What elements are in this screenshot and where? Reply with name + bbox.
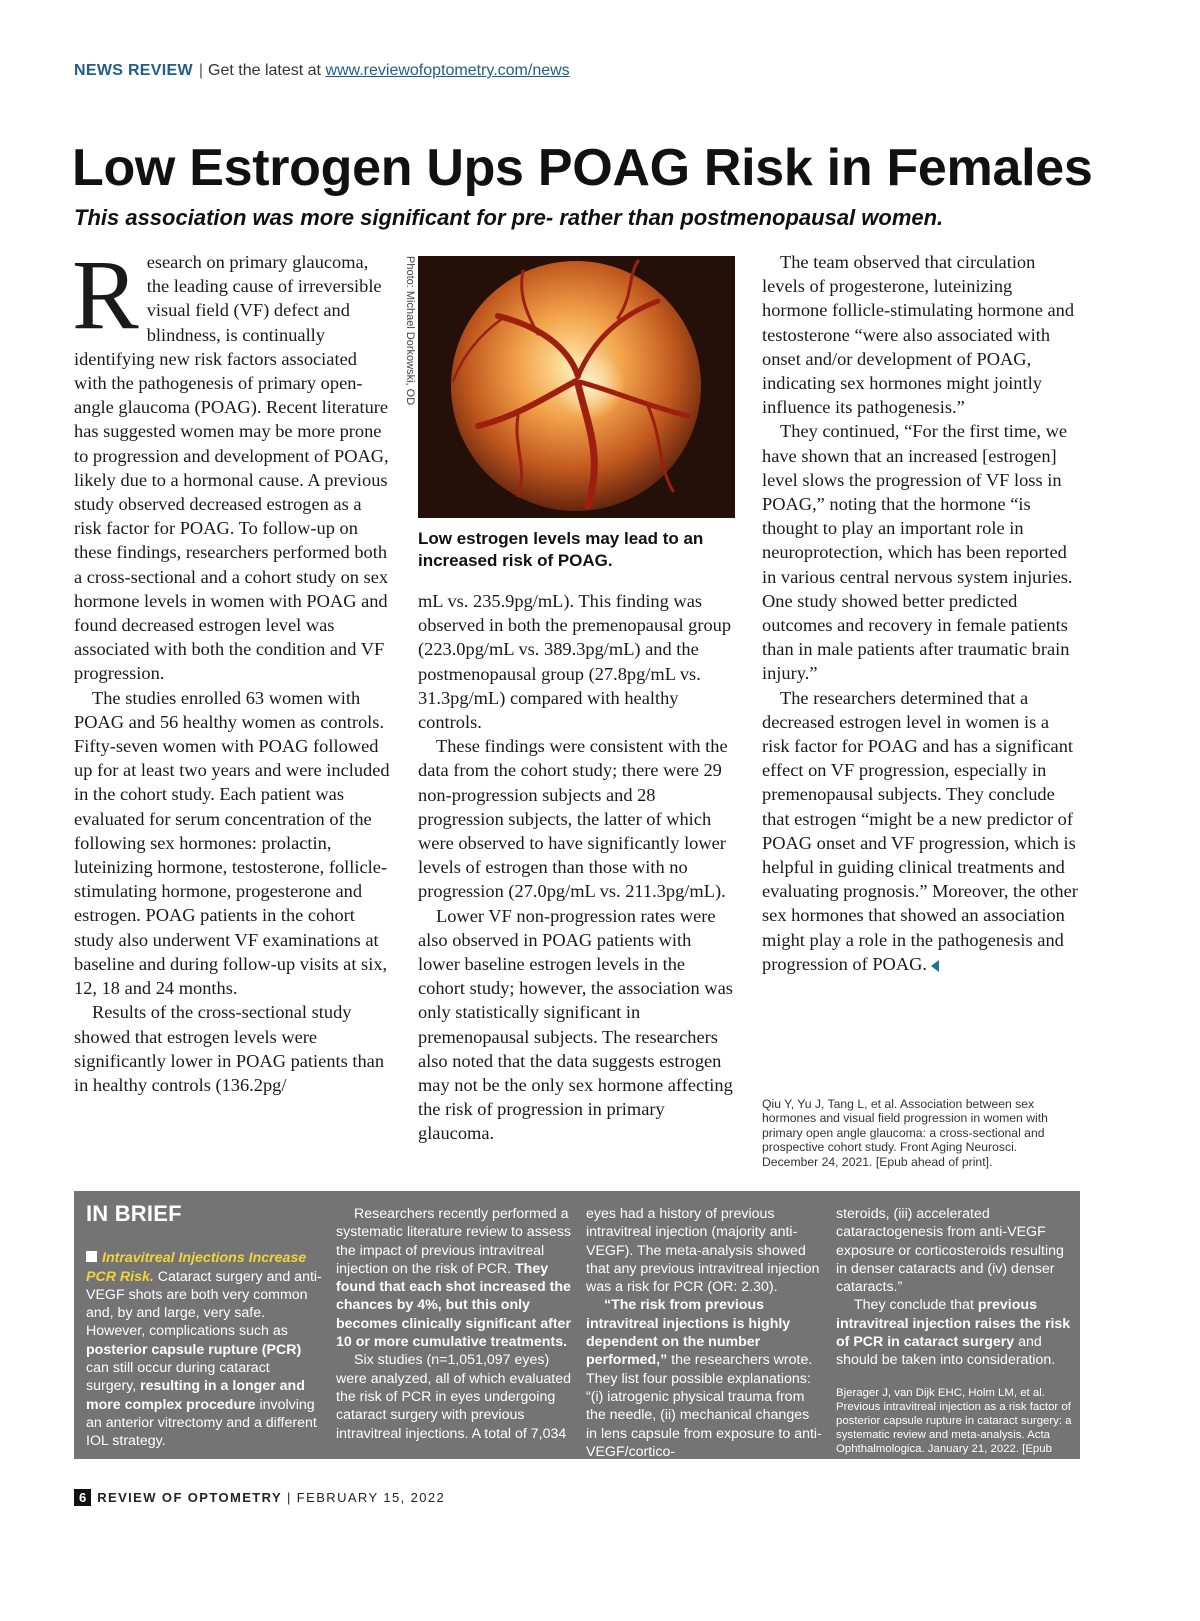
brief-paragraph: Six studies (n=1,051,097 eyes) were analyzed, all of which evaluated the risk of PCR in eyes undergoing cataract surgery with previous intravitreal injections. A total of 7,034 <box>336 1352 572 1442</box>
page-header <box>74 62 570 80</box>
header-separator: | <box>198 62 204 79</box>
paragraph: The researchers determined that a decreased estrogen level in women is a risk factor for POAG and has a significant effect on VF progression, especially in premenopausal subjects. They conclude that estrogen “might be a new predictor of POAG onset and VF progression, which is helpful in guiding clinical treatments and evaluating prognosis.” Moreover, the other sex hormones that showed an association might play a role in the pathogenesis and progression of POAG. <box>762 687 1078 974</box>
page-footer <box>74 1489 445 1506</box>
header-lead-text: Get the latest at <box>208 62 321 79</box>
end-of-article-icon <box>931 960 939 972</box>
brief-paragraph: “The risk from previous intravitreal injections is highly dependent on the number performed,” the researchers wrote. They list four possible explanations: “(i) iatrogenic physical trauma from the needle, (ii) mechanical changes in lens capsule from exposure to anti-VEGF/cortico- <box>586 1297 822 1460</box>
paragraph: Results of the cross-sectional study showed that estrogen levels were significantly lower in POAG patients than in healthy controls (136.2pg/ <box>74 1002 385 1095</box>
bullet-square-icon <box>86 1251 97 1262</box>
brief-column-2 <box>336 1205 572 1443</box>
paragraph: The studies enrolled 63 women with POAG and 56 healthy women as controls. Fifty-seven women with POAG followed up for at least two years and were included in the cohort study. Each patient was evaluated for serum concentration of the following sex hormones: prolactin, luteinizing hormone, testosterone, follicle-stimulating hormone, progesterone and estrogen. POAG patients in the cohort study also underwent VF examinations at baseline and during follow-up visits at six, 12, 18 and 24 months. <box>74 687 390 999</box>
brief-citation: Bjerager J, van Dijk EHC, Holm LM, et al. Previous intravitreal injection as a risk factor of posterior capsule rupture in cataract surgery: a systematic review and meta-analysis. Acta Ophthalmologica. January 21, 2022. [Epub ahead of print]. <box>836 1386 1072 1470</box>
drop-cap: R <box>72 239 139 350</box>
paragraph: Research on primary glaucoma, the leading cause of irreversible visual field (VF) defect and blindness, is continually identifying new risk factors associated with the pathogenesis of primary open-angle glaucoma (POAG). Recent literature has suggested women may be more prone to progression and development of POAG, likely due to a hormonal cause. A previous study observed decreased estrogen as a risk factor for POAG. To follow-up on these findings, researchers performed both a cross-sectional and a cohort study on sex hormone levels in women with POAG and found decreased estrogen level was associated with both the condition and VF progression. <box>72 239 389 684</box>
publication-name: REVIEW OF OPTOMETRY <box>97 1490 283 1505</box>
brief-kicker: Intravitreal Injections Increase PCR Risk. <box>86 1250 307 1285</box>
issue-date: FEBRUARY 15, 2022 <box>296 1490 446 1505</box>
brief-paragraph: They conclude that previous intravitreal injection raises the risk of PCR in cataract surgery and should be taken into consideration. <box>836 1297 1071 1369</box>
in-brief-box <box>74 1191 1080 1470</box>
paragraph: They continued, “For the first time, we have shown that an increased [estrogen] level slows the progression of VF loss in POAG,” noting that the hormone “is thought to play an important role in neuroprotection, which has been reported in various central nervous system injuries. One study showed better predicted outcomes and recovery in female patients than in male patients after traumatic brain injury.” <box>762 421 1073 684</box>
footer-separator: | <box>287 1490 292 1505</box>
article-subtitle: This association was more significant for pre- rather than postmenopausal women. <box>74 205 944 230</box>
brief-paragraph: steroids, (iii) accelerated cataractogenesis from anti-VEGF exposure or corticosteroids resulting in denser cataracts and (iv) denser cataracts.” <box>836 1206 1064 1296</box>
paragraph: The team observed that circulation levels of progesterone, luteinizing hormone follicle-stimulating hormone and testosterone “were also associated with onset and/or development of POAG, indicating sex hormones might jointly influence its pathogenesis.” <box>762 252 1075 418</box>
article-column-1 <box>72 239 390 1097</box>
paragraph: These findings were consistent with the data from the cohort study; there were 29 non-progression subjects and 28 progression subjects, the latter of which were observed to have significantly lower levels of estrogen than those with no progression (27.0pg/mL vs. 211.3pg/mL). <box>418 736 728 902</box>
article-title: Low Estrogen Ups POAG Risk in Females <box>72 139 1093 197</box>
fundus-photo <box>418 256 735 518</box>
article-column-2 <box>418 589 734 1146</box>
brief-heading: IN BRIEF <box>86 1201 182 1226</box>
photo-credit: Photo: Michael Dorkowski, OD <box>404 256 416 406</box>
article-citation: Qiu Y, Yu J, Tang L, et al. Association between sex hormones and visual field progression in women with primary open angle glaucoma: a cross-sectional and prospective cohort study. Front Aging Neurosci. December 24, 2021. [Epub ahead of print]. <box>762 1097 1048 1169</box>
paragraph: Lower VF non-progression rates were also observed in POAG patients with lower baseline estrogen levels in the cohort study; however, the association was only statistically significant in premenopausal subjects. The researchers also noted that the data suggests estrogen may not be the only sex hormone affecting the risk of progression in primary glaucoma. <box>418 905 733 1144</box>
article-column-3 <box>762 250 1078 976</box>
brief-paragraph: Intravitreal Injections Increase PCR Risk. Cataract surgery and anti-VEGF shots are both very common and, by and large, very safe. However, complications such as posterior capsule rupture (PCR) can still occur during cataract surgery, resulting in a longer and more complex procedure involving an anterior vitrectomy and a different IOL strategy. <box>86 1250 322 1450</box>
page-number: 6 <box>74 1489 91 1506</box>
photo-caption: Low estrogen levels may lead to an increased risk of POAG. <box>418 529 704 570</box>
brief-column-3 <box>586 1205 822 1461</box>
paragraph: mL vs. 235.9pg/mL). This finding was observed in both the premenopausal group (223.0pg/mL vs. 389.3pg/mL) and the postmenopausal group (27.8pg/mL vs. 31.3pg/mL) compared with healthy controls. <box>418 591 732 733</box>
brief-column-4 <box>836 1205 1072 1471</box>
news-link[interactable]: www.reviewofoptometry.com/news <box>325 62 570 79</box>
brief-paragraph: eyes had a history of previous intravitreal injection (majority anti-VEGF). The meta-analysis showed that any previous intravitreal injection was a risk for PCR (OR: 2.30). <box>586 1206 820 1296</box>
section-label: NEWS REVIEW <box>74 62 193 79</box>
brief-column-1 <box>86 1201 322 1451</box>
brief-paragraph: Researchers recently performed a systematic literature review to assess the impact of previous intravitreal injection on the risk of PCR. They found that each shot increased the chances by 4%, but this only becomes clinically significant after 10 or more cumulative treatments. <box>336 1206 571 1351</box>
